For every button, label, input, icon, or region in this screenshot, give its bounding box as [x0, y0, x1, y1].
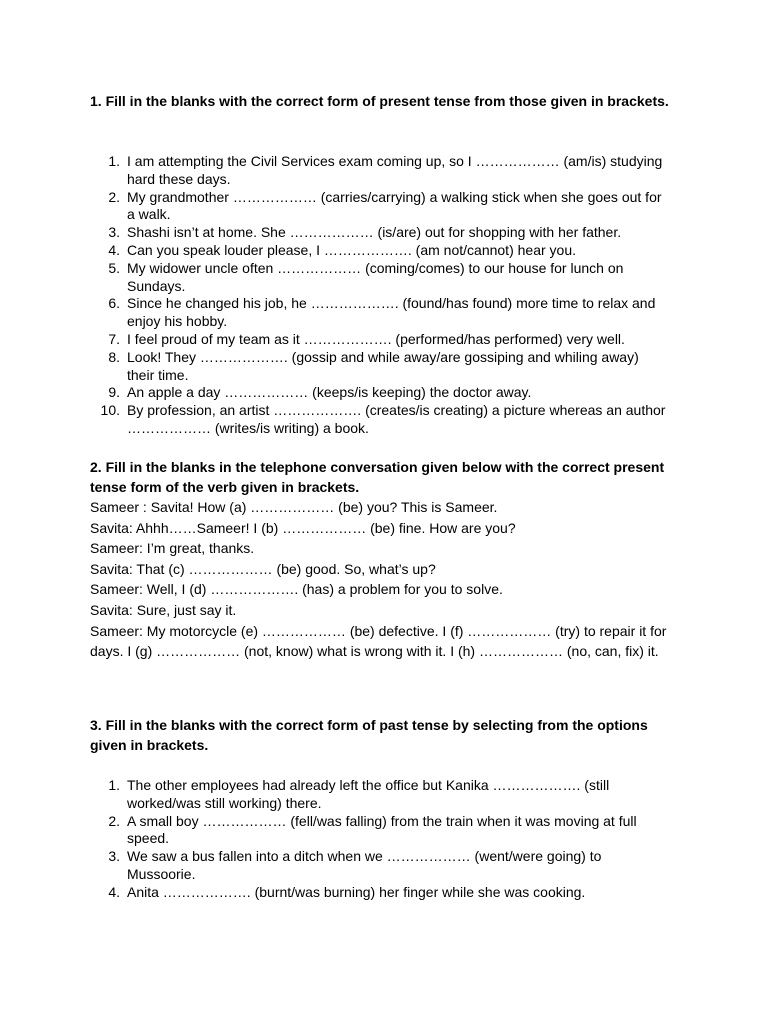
dialogue-line: Savita: That (c) ……………… (be) good. So, what’s up?: [90, 560, 436, 577]
item-number: 5.: [108, 259, 120, 276]
list-item: [0, 295, 667, 331]
section1-heading: 1. Fill in the blanks with the correct form of present tense from those given in brackets.: [90, 93, 669, 109]
list-item: [0, 813, 667, 849]
item-text: By profession, an artist ………………. (creates/is creating) a picture whereas an author ……………… (writes/is writing) a book.: [127, 402, 666, 436]
list-item: [0, 384, 667, 402]
dialogue-line: Sameer: I’m great, thanks.: [90, 540, 255, 557]
item-number: 1.: [108, 153, 120, 169]
list-item: [0, 260, 667, 296]
item-number: 10.: [100, 402, 120, 419]
item-number: 3.: [108, 848, 120, 865]
item-number: 6.: [108, 295, 120, 312]
section1-list: [0, 153, 768, 438]
item-number: 1.: [108, 777, 120, 793]
list-item: [0, 402, 667, 438]
item-text: Look! They ………………. (gossip and while away/are gossiping and whiling away) their time.: [127, 348, 639, 383]
item-number: 4.: [108, 241, 120, 258]
section3-heading: 3. Fill in the blanks with the correct form of past tense by selecting from the options given in brackets.: [90, 717, 648, 753]
item-number: 7.: [108, 330, 120, 347]
item-text: I am attempting the Civil Services exam coming up, so I ……………… (am/is) studying hard these days.: [127, 153, 663, 187]
list-item: [0, 224, 667, 242]
list-item: [0, 331, 667, 349]
dialogue-line: Savita: Sure, just say it.: [90, 601, 237, 618]
item-text: I feel proud of my team as it ………………. (performed/has performed) very well.: [127, 330, 625, 347]
item-text: Since he changed his job, he ………………. (found/has found) more time to relax and enjoy his hobby.: [127, 295, 656, 330]
item-number: 4.: [108, 883, 120, 900]
item-number: 2.: [108, 188, 120, 205]
list-item: [0, 189, 667, 225]
item-text: Anita ………………. (burnt/was burning) her finger while she was cooking.: [127, 883, 586, 900]
item-text: A small boy ……………… (fell/was falling) from the train when it was moving at full speed.: [127, 812, 637, 847]
item-text: An apple a day ……………… (keeps/is keeping) the doctor away.: [127, 384, 532, 401]
section3-list: [0, 777, 768, 902]
item-text: Can you speak louder please, I ………………. (am not/cannot) hear you.: [127, 241, 576, 258]
item-text: We saw a bus fallen into a ditch when we ……………… (went/were going) to Mussoorie.: [127, 848, 602, 882]
list-item: [0, 848, 667, 884]
item-number: 9.: [108, 384, 120, 401]
item-number: 3.: [108, 224, 120, 241]
list-item: [0, 242, 667, 260]
list-item: [0, 777, 667, 813]
item-number: 2.: [108, 812, 120, 829]
telephone-conversation: [90, 497, 670, 662]
dialogue-line: Savita: Ahhh……Sameer! I (b) ……………… (be) fine. How are you?: [90, 519, 516, 536]
item-text: My widower uncle often ……………… (coming/comes) to our house for lunch on Sundays.: [127, 259, 624, 294]
list-item: [0, 884, 667, 902]
dialogue-line: Sameer: Well, I (d) ………………. (has) a problem for you to solve.: [90, 581, 503, 598]
item-text: My grandmother ……………… (carries/carrying) a walking stick when she goes out for a walk.: [127, 188, 662, 223]
dialogue-line: Sameer : Savita! How (a) ……………… (be) you? This is Sameer.: [90, 499, 498, 515]
list-item: [0, 153, 667, 189]
section2-heading: 2. Fill in the blanks in the telephone conversation given below with the correct present tense form of the verb given in brackets.: [90, 459, 665, 495]
list-item: [0, 349, 667, 385]
dialogue-line: Sameer: My motorcycle (e) ……………… (be) defective. I (f) ……………… (try) to repair it for days. I (g) ……………… (not, know) what is wrong with it. I (h) ……………… (no, can, fix) it.: [90, 622, 667, 660]
item-text: The other employees had already left the office but Kanika ………………. (still worked/was still working) there.: [127, 777, 610, 811]
item-number: 8.: [108, 348, 120, 365]
item-text: Shashi isn’t at home. She ……………… (is/are) out for shopping with her father.: [127, 224, 622, 241]
